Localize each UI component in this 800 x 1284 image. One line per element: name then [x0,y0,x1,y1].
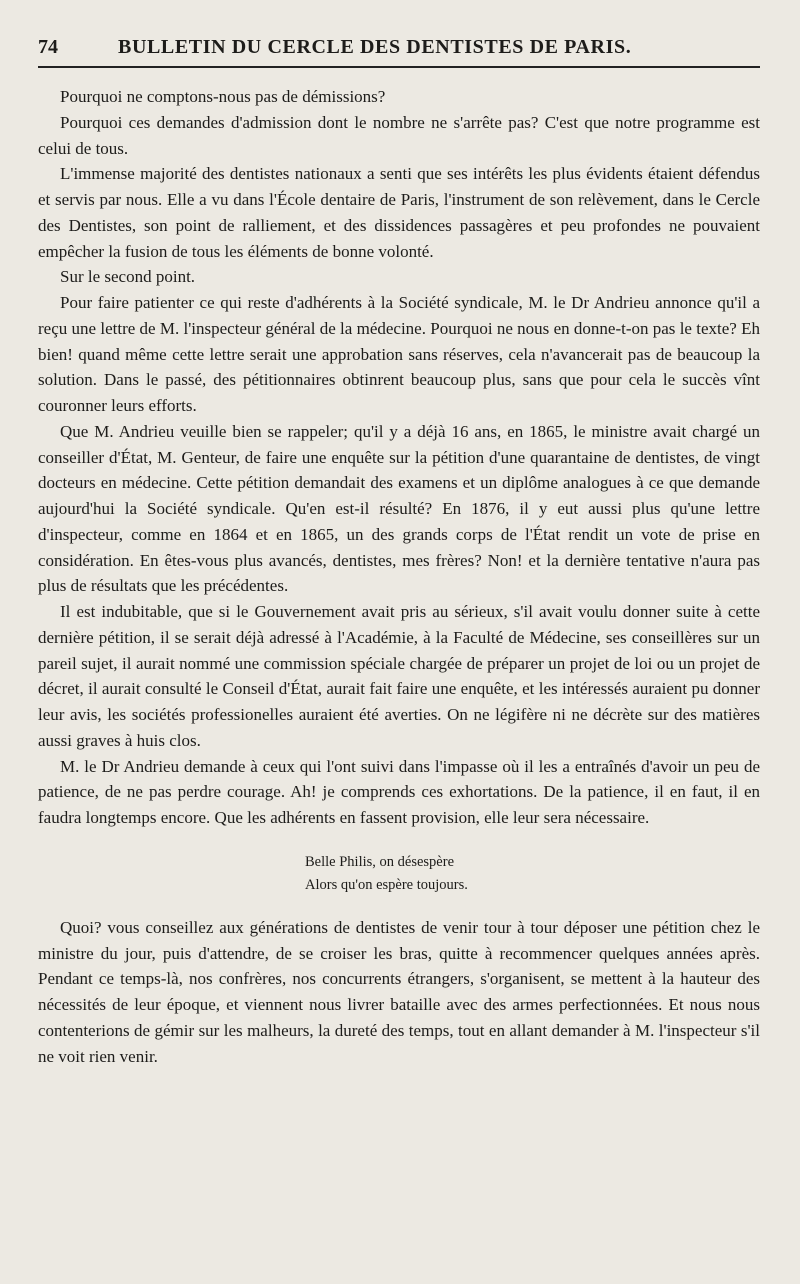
paragraph: Sur le second point. [60,267,196,287]
verse-quote [305,851,760,897]
paragraph: Pourquoi ne comptons-nous pas de démissions? [60,87,386,106]
page-number: 74 [38,36,58,58]
paragraph: Que M. Andrieu veuille bien se rappeler; qu'il y a déjà 16 ans, en 1865, le ministre avait chargé un conseiller d'État, M. Genteur, de faire une enquête sur la pétition d'une quarantaine de dentistes, de vingt docteurs en médecine. Cette pétition demandait des examens et un diplôme analogues à ce que demande aujourd'hui la Société syndicale. Qu'en est-il résulté? En 1876, il y eut aussi plus qu'une lettre d'inspecteur, comme en 1864 et en 1865, un des grands corps de l'État rendit un vote de prise en considération. En êtes-vous plus avancés, dentistes, mes frères? Non! et la dernière tentative n'aura pas plus de résultats que les précédentes. [38,421,760,596]
header-rule [38,66,760,68]
article-body [38,84,760,1069]
paragraph: Il est indubitable, que si le Gouvernement avait pris au sérieux, s'il avait voulu donner suite à cette dernière pétition, il se serait déjà adressé à l'Académie, à la Faculté de Médecine, ses conseillères sur un pareil sujet, il aurait nommé une commission spéciale chargée de préparer un projet de loi ou un projet de décret, il aurait consulté le Conseil d'État, aurait fait faire une enquête, et les intéressés auraient pu donner leur avis, les sociétés professionelles auraient été averties. On ne légifère ni ne décrète sur des matières aussi graves à huis clos. [38,602,760,750]
running-title: BULLETIN DU CERCLE DES DENTISTES DE PARIS. [118,36,632,58]
verse-line: Belle Philis, on désespère [305,853,455,870]
page-header [38,36,760,62]
paragraph: L'immense majorité des dentistes nationaux a senti que ses intérêts les plus évidents étaient défendus et servis par nous. Elle a vu dans l'École dentaire de Paris, l'instrument de son relèvement, dans le Cercle des Dentistes, son point de ralliement, et des dissidences passagères et peu profondes ne pouvaient empêcher la fusion de tous les éléments de bonne volonté. [38,164,760,261]
paragraph: Quoi? vous conseillez aux générations de dentistes de venir tour à tour déposer une pétition chez le ministre du jour, puis d'attendre, de se croiser les bras, quitte à recommencer quelques années après. Pendant ce temps-là, nos confrères, nos concurrents étrangers, s'organisent, se mettent à la hauteur des nécessités de leur époque, et viennent nous livrer bataille avec des armes perfectionnées. Et nous nous contenterions de gémir sur les malheurs, la dureté des temps, tout en allant demander à M. l'inspecteur s'il ne voit rien venir. [38,917,760,1066]
paragraph: Pourquoi ces demandes d'admission dont le nombre ne s'arrête pas? C'est que notre programme est celui de tous. [38,112,760,158]
paragraph: M. le Dr Andrieu demande à ceux qui l'ont suivi dans l'impasse où il les a entraînés d'avoir un peu de patience, de ne pas perdre courage. Ah! je comprends ces exhortations. De la patience, il en faut, il en faudra longtemps encore. Que les adhérents en fassent provision, elle leur sera nécessaire. [38,756,760,827]
paragraph: Pour faire patienter ce qui reste d'adhérents à la Société syndicale, M. le Dr Andrieu annonce qu'il a reçu une lettre de M. l'inspecteur général de la médecine. Pourquoi ne nous en donne-t-on pas le texte? Eh bien! quand même cette lettre serait une approbation sans réserves, cela n'avancerait pas de beaucoup la solution. Dans le passé, des pétitionnaires obtinrent beaucoup plus, sans que pour cela le succès vînt couronner leurs efforts. [38,293,760,415]
verse-line: Alors qu'on espère toujours. [305,876,468,893]
